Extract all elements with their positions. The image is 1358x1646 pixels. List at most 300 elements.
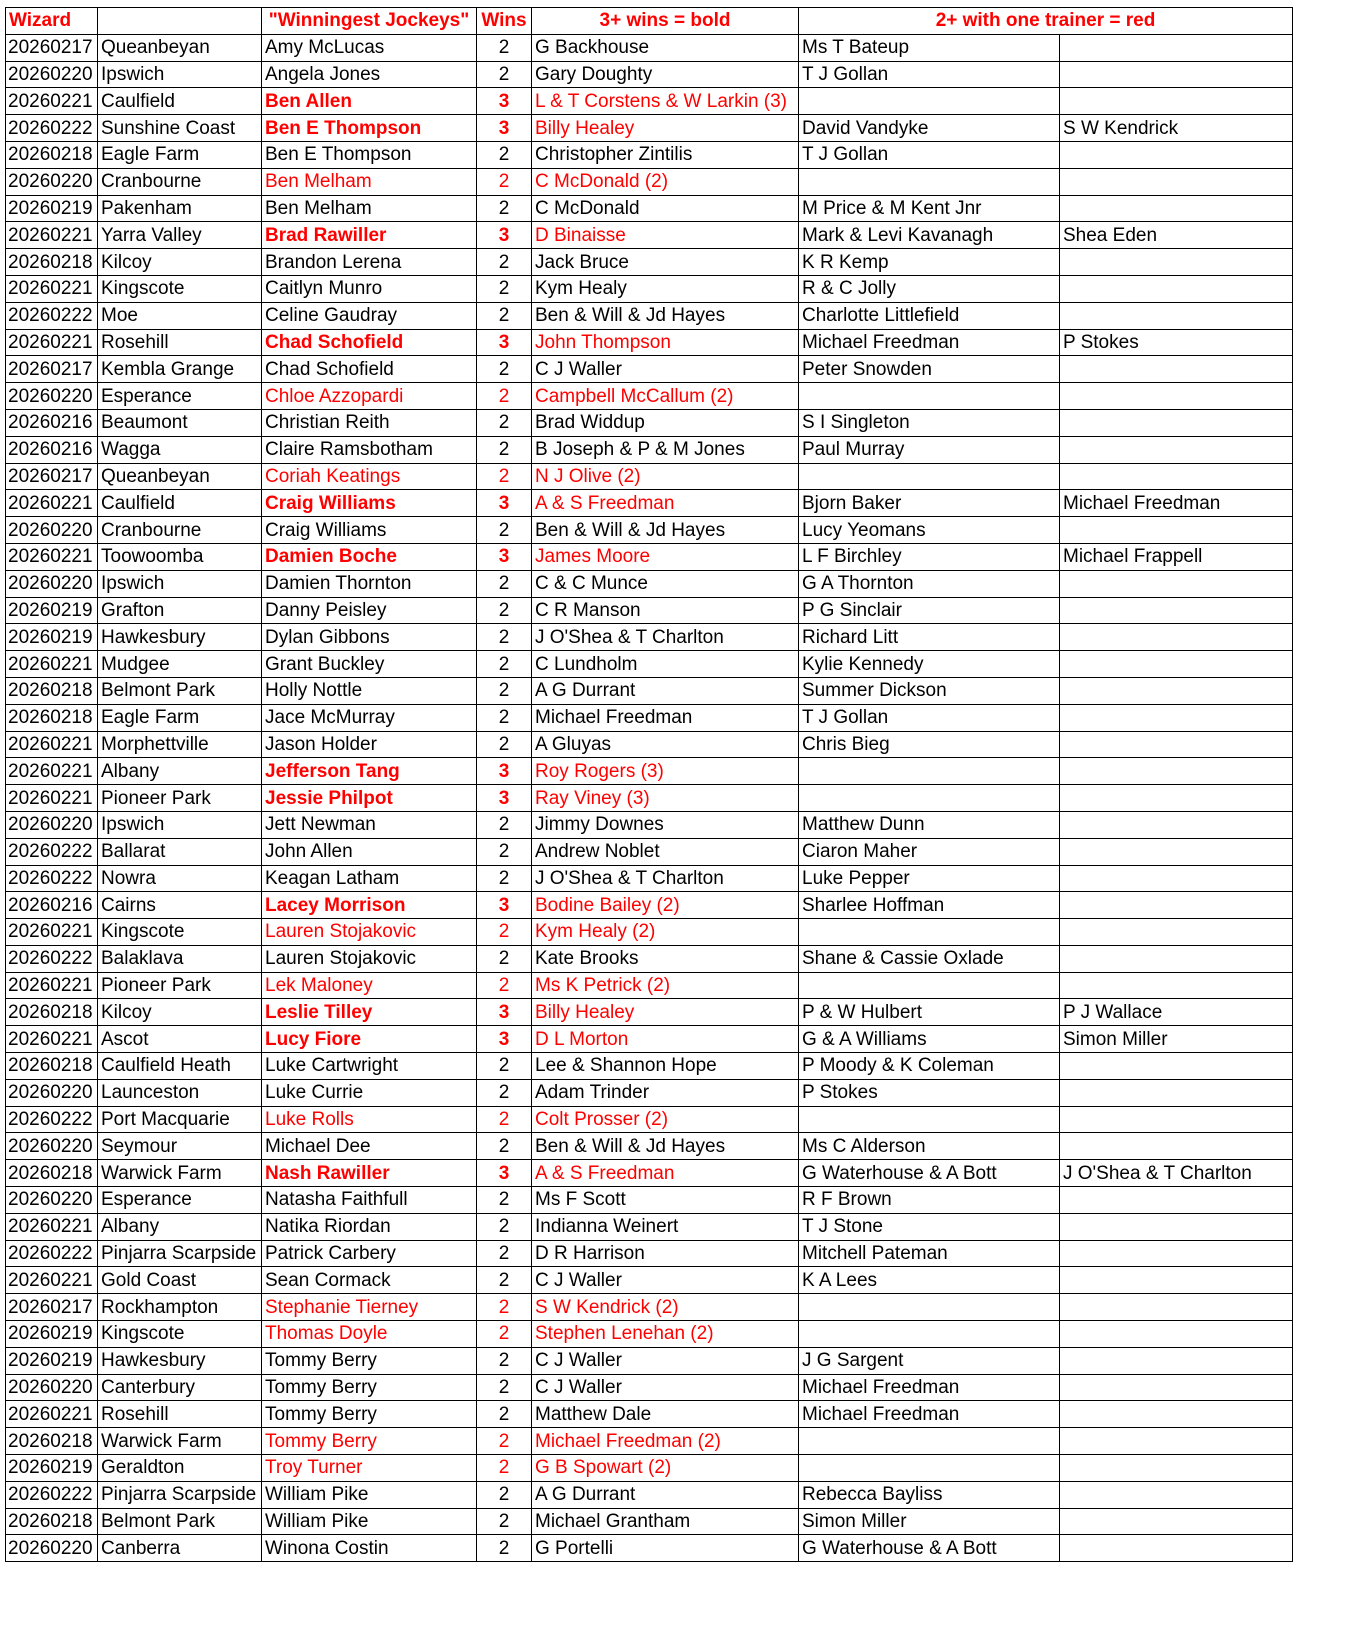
trainer-2-cell: G Waterhouse & A Bott	[799, 1160, 1060, 1187]
trainer-3-cell	[1060, 919, 1293, 946]
trainer-2-cell	[799, 758, 1060, 785]
date-cell: 20260218	[6, 677, 98, 704]
wins-cell: 3	[477, 88, 532, 115]
trainer-2-cell: Chris Bieg	[799, 731, 1060, 758]
wins-cell: 2	[477, 168, 532, 195]
table-row	[6, 972, 1293, 999]
trainer-3-cell	[1060, 1481, 1293, 1508]
trainer-1-cell: Adam Trinder	[532, 1079, 799, 1106]
trainer-3-cell	[1060, 168, 1293, 195]
track-cell: Cranbourne	[98, 168, 262, 195]
table-row	[6, 1374, 1293, 1401]
jockey-cell: Ben Melham	[262, 195, 477, 222]
wins-cell: 2	[477, 141, 532, 168]
trainer-3-cell	[1060, 865, 1293, 892]
date-cell: 20260221	[6, 222, 98, 249]
jockey-cell: Jett Newman	[262, 811, 477, 838]
wins-cell: 3	[477, 999, 532, 1026]
track-cell: Eagle Farm	[98, 704, 262, 731]
trainer-1-cell: C J Waller	[532, 356, 799, 383]
trainer-2-cell: Ms C Alderson	[799, 1133, 1060, 1160]
table-row	[6, 1294, 1293, 1321]
track-cell: Belmont Park	[98, 1508, 262, 1535]
table-row	[6, 1133, 1293, 1160]
wins-cell: 2	[477, 731, 532, 758]
track-cell: Hawkesbury	[98, 624, 262, 651]
jockey-cell: John Allen	[262, 838, 477, 865]
date-cell: 20260216	[6, 409, 98, 436]
jockey-cell: Tommy Berry	[262, 1428, 477, 1455]
trainer-1-cell: J O'Shea & T Charlton	[532, 624, 799, 651]
wins-cell: 2	[477, 865, 532, 892]
table-row	[6, 999, 1293, 1026]
track-cell: Caulfield	[98, 88, 262, 115]
trainer-3-cell	[1060, 1213, 1293, 1240]
trainer-3-cell	[1060, 624, 1293, 651]
jockey-cell: Danny Peisley	[262, 597, 477, 624]
table-row	[6, 356, 1293, 383]
trainer-3-cell	[1060, 383, 1293, 410]
table-row	[6, 168, 1293, 195]
trainer-1-cell: D L Morton	[532, 1026, 799, 1053]
trainer-2-cell	[799, 785, 1060, 812]
table-row	[6, 543, 1293, 570]
trainer-2-cell: Summer Dickson	[799, 677, 1060, 704]
table-row	[6, 490, 1293, 517]
date-cell: 20260222	[6, 945, 98, 972]
date-cell: 20260220	[6, 1079, 98, 1106]
date-cell: 20260221	[6, 972, 98, 999]
wins-cell: 2	[477, 1267, 532, 1294]
jockey-cell: Luke Cartwright	[262, 1053, 477, 1080]
date-cell: 20260221	[6, 785, 98, 812]
jockey-cell: Lucy Fiore	[262, 1026, 477, 1053]
date-cell: 20260217	[6, 1294, 98, 1321]
trainer-1-cell: A & S Freedman	[532, 1160, 799, 1187]
trainer-1-cell: John Thompson	[532, 329, 799, 356]
date-cell: 20260221	[6, 88, 98, 115]
jockey-cell: Ben Melham	[262, 168, 477, 195]
trainer-3-cell	[1060, 731, 1293, 758]
date-cell: 20260218	[6, 1428, 98, 1455]
trainer-3-cell: S W Kendrick	[1060, 115, 1293, 142]
jockey-cell: Lauren Stojakovic	[262, 945, 477, 972]
trainer-3-cell	[1060, 1508, 1293, 1535]
date-cell: 20260221	[6, 1213, 98, 1240]
jockey-cell: Celine Gaudray	[262, 302, 477, 329]
trainer-3-cell: Shea Eden	[1060, 222, 1293, 249]
trainer-3-cell	[1060, 141, 1293, 168]
table-row	[6, 865, 1293, 892]
trainer-1-cell: N J Olive (2)	[532, 463, 799, 490]
wins-cell: 2	[477, 356, 532, 383]
trainer-1-cell: A & S Freedman	[532, 490, 799, 517]
wins-cell: 3	[477, 222, 532, 249]
trainer-1-cell: Campbell McCallum (2)	[532, 383, 799, 410]
jockey-cell: Craig Williams	[262, 490, 477, 517]
table-row	[6, 758, 1293, 785]
jockey-cell: Holly Nottle	[262, 677, 477, 704]
table-row	[6, 1079, 1293, 1106]
trainer-1-cell: Michael Freedman	[532, 704, 799, 731]
date-cell: 20260222	[6, 1106, 98, 1133]
trainer-1-cell: C Lundholm	[532, 651, 799, 678]
trainer-2-cell: Sharlee Hoffman	[799, 892, 1060, 919]
trainer-2-cell: Peter Snowden	[799, 356, 1060, 383]
track-cell: Queanbeyan	[98, 463, 262, 490]
track-cell: Nowra	[98, 865, 262, 892]
track-cell: Eagle Farm	[98, 141, 262, 168]
trainer-2-cell	[799, 88, 1060, 115]
jockey-cell: Ben E Thompson	[262, 115, 477, 142]
jockey-cell: Dylan Gibbons	[262, 624, 477, 651]
trainer-1-cell: A Gluyas	[532, 731, 799, 758]
wins-cell: 3	[477, 329, 532, 356]
trainer-3-cell	[1060, 945, 1293, 972]
table-row	[6, 249, 1293, 276]
date-cell: 20260222	[6, 865, 98, 892]
trainer-2-cell: G & A Williams	[799, 1026, 1060, 1053]
jockey-cell: Sean Cormack	[262, 1267, 477, 1294]
jockey-cell: Chloe Azzopardi	[262, 383, 477, 410]
track-cell: Caulfield	[98, 490, 262, 517]
wins-cell: 2	[477, 436, 532, 463]
trainer-3-cell	[1060, 302, 1293, 329]
trainer-3-cell	[1060, 1240, 1293, 1267]
trainer-1-cell: C McDonald (2)	[532, 168, 799, 195]
trainer-1-cell: Kym Healy (2)	[532, 919, 799, 946]
track-cell: Albany	[98, 758, 262, 785]
trainer-3-cell	[1060, 61, 1293, 88]
table-row	[6, 651, 1293, 678]
trainer-1-cell: Michael Grantham	[532, 1508, 799, 1535]
wins-cell: 2	[477, 1535, 532, 1562]
table-row	[6, 436, 1293, 463]
track-cell: Balaklava	[98, 945, 262, 972]
header-red-rule: 2+ with one trainer = red	[799, 8, 1293, 35]
table-row	[6, 1187, 1293, 1214]
table-row	[6, 517, 1293, 544]
trainer-3-cell	[1060, 704, 1293, 731]
track-cell: Esperance	[98, 1187, 262, 1214]
trainer-3-cell: Michael Freedman	[1060, 490, 1293, 517]
date-cell: 20260217	[6, 34, 98, 61]
trainer-3-cell	[1060, 838, 1293, 865]
trainer-1-cell: Matthew Dale	[532, 1401, 799, 1428]
jockey-cell: Jason Holder	[262, 731, 477, 758]
trainer-1-cell: Brad Widdup	[532, 409, 799, 436]
jockey-cell: William Pike	[262, 1508, 477, 1535]
wins-cell: 2	[477, 972, 532, 999]
trainer-2-cell	[799, 1455, 1060, 1482]
track-cell: Ipswich	[98, 61, 262, 88]
trainer-1-cell: Christopher Zintilis	[532, 141, 799, 168]
jockey-cell: Leslie Tilley	[262, 999, 477, 1026]
track-cell: Warwick Farm	[98, 1160, 262, 1187]
trainer-3-cell	[1060, 249, 1293, 276]
trainer-1-cell: Jack Bruce	[532, 249, 799, 276]
jockey-cell: Luke Currie	[262, 1079, 477, 1106]
table-row	[6, 624, 1293, 651]
track-cell: Warwick Farm	[98, 1428, 262, 1455]
trainer-3-cell	[1060, 34, 1293, 61]
date-cell: 20260221	[6, 490, 98, 517]
trainer-3-cell	[1060, 88, 1293, 115]
trainer-1-cell: Colt Prosser (2)	[532, 1106, 799, 1133]
header-jockeys: "Winningest Jockeys"	[262, 8, 477, 35]
jockey-cell: Jace McMurray	[262, 704, 477, 731]
trainer-1-cell: C J Waller	[532, 1267, 799, 1294]
date-cell: 20260219	[6, 597, 98, 624]
trainer-3-cell	[1060, 1106, 1293, 1133]
track-cell: Yarra Valley	[98, 222, 262, 249]
wins-cell: 2	[477, 1455, 532, 1482]
wins-cell: 2	[477, 1508, 532, 1535]
wins-cell: 3	[477, 490, 532, 517]
date-cell: 20260220	[6, 61, 98, 88]
track-cell: Port Macquarie	[98, 1106, 262, 1133]
trainer-2-cell: T J Gollan	[799, 704, 1060, 731]
trainer-2-cell: Kylie Kennedy	[799, 651, 1060, 678]
trainer-1-cell: Ms F Scott	[532, 1187, 799, 1214]
track-cell: Mudgee	[98, 651, 262, 678]
trainer-3-cell	[1060, 1133, 1293, 1160]
date-cell: 20260221	[6, 651, 98, 678]
trainer-3-cell	[1060, 1294, 1293, 1321]
trainer-3-cell	[1060, 597, 1293, 624]
date-cell: 20260221	[6, 1026, 98, 1053]
trainer-1-cell: Gary Doughty	[532, 61, 799, 88]
jockeys-table	[5, 7, 1293, 1562]
date-cell: 20260221	[6, 731, 98, 758]
track-cell: Ipswich	[98, 570, 262, 597]
trainer-3-cell	[1060, 1401, 1293, 1428]
jockey-cell: Brad Rawiller	[262, 222, 477, 249]
table-row	[6, 1026, 1293, 1053]
table-row	[6, 88, 1293, 115]
trainer-3-cell	[1060, 275, 1293, 302]
trainer-3-cell	[1060, 1321, 1293, 1348]
table-row	[6, 570, 1293, 597]
wins-cell: 2	[477, 302, 532, 329]
trainer-1-cell: James Moore	[532, 543, 799, 570]
jockey-cell: Jessie Philpot	[262, 785, 477, 812]
trainer-1-cell: G B Spowart (2)	[532, 1455, 799, 1482]
date-cell: 20260218	[6, 141, 98, 168]
jockey-cell: Lacey Morrison	[262, 892, 477, 919]
wins-cell: 2	[477, 945, 532, 972]
trainer-2-cell: R & C Jolly	[799, 275, 1060, 302]
wins-cell: 2	[477, 811, 532, 838]
date-cell: 20260218	[6, 1160, 98, 1187]
wins-cell: 2	[477, 1321, 532, 1348]
trainer-3-cell: P Stokes	[1060, 329, 1293, 356]
wins-cell: 2	[477, 1187, 532, 1214]
trainer-1-cell: D R Harrison	[532, 1240, 799, 1267]
table-row	[6, 222, 1293, 249]
wins-cell: 2	[477, 1428, 532, 1455]
trainer-2-cell: David Vandyke	[799, 115, 1060, 142]
jockey-cell: Christian Reith	[262, 409, 477, 436]
wins-cell: 2	[477, 61, 532, 88]
track-cell: Pinjarra Scarpside	[98, 1481, 262, 1508]
trainer-1-cell: G Portelli	[532, 1535, 799, 1562]
trainer-1-cell: D Binaisse	[532, 222, 799, 249]
wins-cell: 2	[477, 1374, 532, 1401]
trainer-1-cell: Roy Rogers (3)	[532, 758, 799, 785]
jockey-cell: Craig Williams	[262, 517, 477, 544]
trainer-3-cell	[1060, 1347, 1293, 1374]
trainer-1-cell: C J Waller	[532, 1347, 799, 1374]
trainer-1-cell: Indianna Weinert	[532, 1213, 799, 1240]
jockey-cell: Tommy Berry	[262, 1401, 477, 1428]
trainer-3-cell	[1060, 651, 1293, 678]
track-cell: Moe	[98, 302, 262, 329]
table-row	[6, 409, 1293, 436]
trainer-2-cell: Simon Miller	[799, 1508, 1060, 1535]
table-row	[6, 919, 1293, 946]
table-row	[6, 34, 1293, 61]
date-cell: 20260221	[6, 1401, 98, 1428]
trainer-3-cell	[1060, 195, 1293, 222]
trainer-2-cell: P G Sinclair	[799, 597, 1060, 624]
jockey-cell: Natika Riordan	[262, 1213, 477, 1240]
track-cell: Kilcoy	[98, 999, 262, 1026]
date-cell: 20260220	[6, 570, 98, 597]
table-row	[6, 1213, 1293, 1240]
track-cell: Caulfield Heath	[98, 1053, 262, 1080]
jockey-cell: Jefferson Tang	[262, 758, 477, 785]
trainer-2-cell: T J Gollan	[799, 61, 1060, 88]
trainer-2-cell: Matthew Dunn	[799, 811, 1060, 838]
trainer-3-cell	[1060, 517, 1293, 544]
table-row	[6, 463, 1293, 490]
trainer-2-cell	[799, 1428, 1060, 1455]
jockey-cell: Ben Allen	[262, 88, 477, 115]
wins-cell: 2	[477, 1240, 532, 1267]
wins-cell: 2	[477, 1053, 532, 1080]
wins-cell: 2	[477, 409, 532, 436]
trainer-2-cell: P Moody & K Coleman	[799, 1053, 1060, 1080]
trainer-1-cell: S W Kendrick (2)	[532, 1294, 799, 1321]
wins-cell: 2	[477, 383, 532, 410]
trainer-1-cell: Kate Brooks	[532, 945, 799, 972]
trainer-2-cell	[799, 463, 1060, 490]
trainer-1-cell: Jimmy Downes	[532, 811, 799, 838]
header-wizard: Wizard	[6, 8, 98, 35]
date-cell: 20260221	[6, 329, 98, 356]
track-cell: Ipswich	[98, 811, 262, 838]
trainer-2-cell: K A Lees	[799, 1267, 1060, 1294]
jockey-cell: Chad Schofield	[262, 329, 477, 356]
table-row	[6, 785, 1293, 812]
wins-cell: 3	[477, 1026, 532, 1053]
trainer-1-cell: Kym Healy	[532, 275, 799, 302]
jockey-cell: Stephanie Tierney	[262, 1294, 477, 1321]
trainer-2-cell: M Price & M Kent Jnr	[799, 195, 1060, 222]
table-row	[6, 597, 1293, 624]
trainer-3-cell	[1060, 436, 1293, 463]
trainer-3-cell	[1060, 677, 1293, 704]
wins-cell: 3	[477, 115, 532, 142]
trainer-3-cell	[1060, 811, 1293, 838]
date-cell: 20260220	[6, 811, 98, 838]
date-cell: 20260219	[6, 195, 98, 222]
trainer-2-cell: Mitchell Pateman	[799, 1240, 1060, 1267]
jockey-cell: Ben E Thompson	[262, 141, 477, 168]
trainer-3-cell: J O'Shea & T Charlton	[1060, 1160, 1293, 1187]
trainer-2-cell: S I Singleton	[799, 409, 1060, 436]
date-cell: 20260222	[6, 302, 98, 329]
table-row	[6, 141, 1293, 168]
trainer-2-cell	[799, 1294, 1060, 1321]
table-row	[6, 275, 1293, 302]
track-cell: Hawkesbury	[98, 1347, 262, 1374]
wins-cell: 2	[477, 463, 532, 490]
trainer-3-cell	[1060, 892, 1293, 919]
wins-cell: 2	[477, 195, 532, 222]
track-cell: Canberra	[98, 1535, 262, 1562]
trainer-1-cell: Bodine Bailey (2)	[532, 892, 799, 919]
track-cell: Pioneer Park	[98, 972, 262, 999]
trainer-2-cell	[799, 383, 1060, 410]
date-cell: 20260221	[6, 275, 98, 302]
trainer-2-cell: Michael Freedman	[799, 1401, 1060, 1428]
jockey-cell: Coriah Keatings	[262, 463, 477, 490]
track-cell: Albany	[98, 1213, 262, 1240]
trainer-1-cell: Lee & Shannon Hope	[532, 1053, 799, 1080]
trainer-1-cell: Billy Healey	[532, 115, 799, 142]
wins-cell: 2	[477, 1106, 532, 1133]
header-row	[6, 8, 1293, 35]
table-row	[6, 945, 1293, 972]
trainer-2-cell	[799, 972, 1060, 999]
trainer-3-cell: Michael Frappell	[1060, 543, 1293, 570]
table-row	[6, 838, 1293, 865]
track-cell: Kembla Grange	[98, 356, 262, 383]
date-cell: 20260220	[6, 1187, 98, 1214]
trainer-3-cell	[1060, 1267, 1293, 1294]
track-cell: Queanbeyan	[98, 34, 262, 61]
trainer-3-cell	[1060, 972, 1293, 999]
table-row	[6, 677, 1293, 704]
date-cell: 20260218	[6, 999, 98, 1026]
header-bold-rule: 3+ wins = bold	[532, 8, 799, 35]
date-cell: 20260221	[6, 919, 98, 946]
date-cell: 20260220	[6, 383, 98, 410]
track-cell: Kilcoy	[98, 249, 262, 276]
track-cell: Cairns	[98, 892, 262, 919]
jockey-cell: Patrick Carbery	[262, 1240, 477, 1267]
date-cell: 20260217	[6, 356, 98, 383]
trainer-2-cell: T J Stone	[799, 1213, 1060, 1240]
jockey-cell: Damien Boche	[262, 543, 477, 570]
jockey-cell: Grant Buckley	[262, 651, 477, 678]
table-row	[6, 1401, 1293, 1428]
trainer-2-cell	[799, 1106, 1060, 1133]
table-row	[6, 1321, 1293, 1348]
trainer-2-cell: Ms T Bateup	[799, 34, 1060, 61]
trainer-1-cell: C R Manson	[532, 597, 799, 624]
date-cell: 20260219	[6, 1455, 98, 1482]
date-cell: 20260220	[6, 1133, 98, 1160]
jockey-cell: Lauren Stojakovic	[262, 919, 477, 946]
table-row	[6, 704, 1293, 731]
trainer-1-cell: Ms K Petrick (2)	[532, 972, 799, 999]
wins-cell: 2	[477, 1079, 532, 1106]
wins-cell: 2	[477, 1401, 532, 1428]
table-row	[6, 892, 1293, 919]
